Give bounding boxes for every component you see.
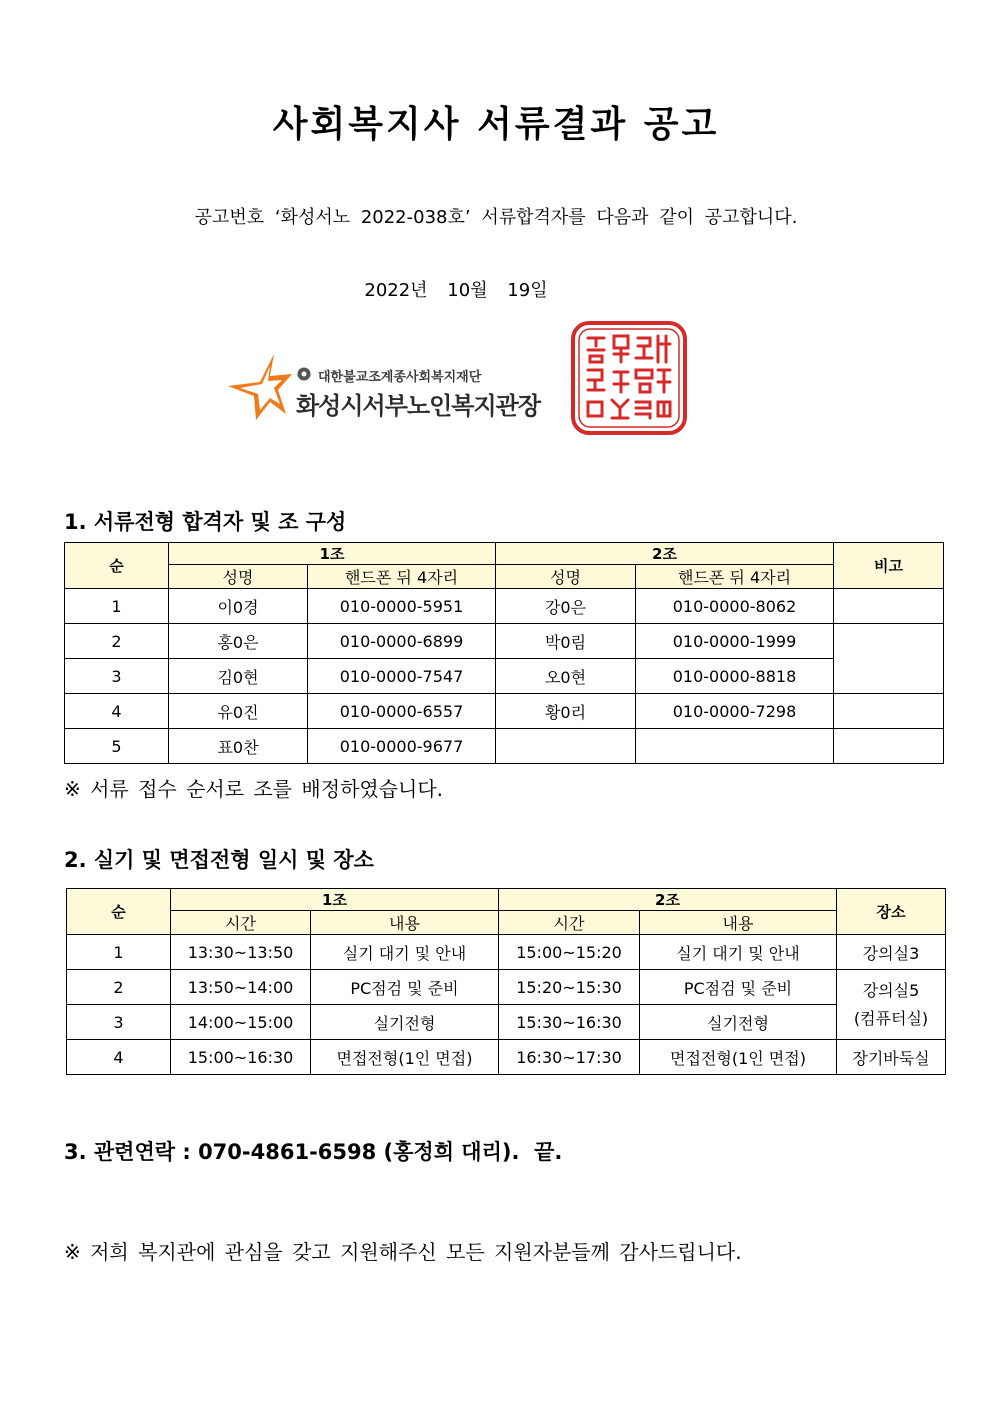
section3-contact: 3. 관련연락 : 070-4861-6598 (홍정희 대리). 끝. bbox=[64, 1140, 563, 1164]
group1-time: 15:00~16:30 bbox=[171, 1040, 311, 1075]
group2-name: 황0리 bbox=[496, 694, 636, 729]
table-row bbox=[67, 970, 946, 1005]
logo-org-name: 대한불교조계종사회복지재단 bbox=[318, 370, 482, 385]
group2-phone: 010-0000-8818 bbox=[636, 659, 834, 694]
place-cell: 장기바둑실 bbox=[837, 1040, 946, 1075]
col-time2-header: 시간 bbox=[499, 911, 640, 935]
row-num: 3 bbox=[65, 659, 169, 694]
table-row bbox=[65, 694, 944, 729]
group1-name: 이0경 bbox=[169, 589, 308, 624]
col-place-header: 장소 bbox=[837, 889, 946, 935]
remark-cell bbox=[834, 589, 944, 624]
group1-name: 유0진 bbox=[169, 694, 308, 729]
remark-cell bbox=[834, 729, 944, 764]
group1-content: PC점검 및 준비 bbox=[311, 970, 499, 1005]
col-phone1-header: 핸드폰 뒤 4자리 bbox=[308, 565, 496, 589]
col-name2-header: 성명 bbox=[496, 565, 636, 589]
group2-time: 15:00~15:20 bbox=[499, 935, 640, 970]
col-name1-header: 성명 bbox=[169, 565, 308, 589]
group1-time: 13:30~13:50 bbox=[171, 935, 311, 970]
group1-time: 13:50~14:00 bbox=[171, 970, 311, 1005]
remark-cell bbox=[834, 694, 944, 729]
group1-phone: 010-0000-6557 bbox=[308, 694, 496, 729]
section1-heading: 1. 서류전형 합격자 및 조 구성 bbox=[64, 510, 347, 534]
table-row bbox=[65, 624, 944, 659]
group1-content: 실기 대기 및 안내 bbox=[311, 935, 499, 970]
group2-name bbox=[496, 729, 636, 764]
row-num: 4 bbox=[67, 1040, 171, 1075]
group2-content: 면접전형(1인 면접) bbox=[640, 1040, 837, 1075]
applicant-group-table bbox=[64, 542, 944, 764]
place-cell bbox=[837, 970, 946, 1040]
row-num: 3 bbox=[67, 1005, 171, 1040]
col-num-header: 순 bbox=[67, 889, 171, 935]
col-num-header: 순 bbox=[65, 543, 169, 589]
group1-time: 14:00~15:00 bbox=[171, 1005, 311, 1040]
col-group1-header: 1조 bbox=[169, 543, 496, 565]
group1-content: 실기전형 bbox=[311, 1005, 499, 1040]
group1-phone: 010-0000-7547 bbox=[308, 659, 496, 694]
col-group2-header: 2조 bbox=[496, 543, 834, 565]
group2-time: 15:30~16:30 bbox=[499, 1005, 640, 1040]
group1-phone: 010-0000-5951 bbox=[308, 589, 496, 624]
group1-phone: 010-0000-9677 bbox=[308, 729, 496, 764]
table-row bbox=[65, 729, 944, 764]
group1-phone: 010-0000-6899 bbox=[308, 624, 496, 659]
logo-center-name: 화성시서부노인복지관장 bbox=[296, 392, 541, 420]
table-row bbox=[65, 659, 944, 694]
group1-name: 홍0은 bbox=[169, 624, 308, 659]
group2-phone: 010-0000-1999 bbox=[636, 624, 834, 659]
closing-thanks: ※ 저희 복지관에 관심을 갖고 지원해주신 모든 지원자분들께 감사드립니다. bbox=[64, 1240, 742, 1264]
table-row bbox=[67, 1040, 946, 1075]
group2-name: 오0현 bbox=[496, 659, 636, 694]
remark-cell bbox=[834, 624, 944, 694]
row-num: 1 bbox=[67, 935, 171, 970]
group1-name: 표0찬 bbox=[169, 729, 308, 764]
place-sub: (컴퓨터실) bbox=[853, 1008, 929, 1028]
group2-content: PC점검 및 준비 bbox=[640, 970, 837, 1005]
notice-text: 공고번호 ‘화성서노 2022-038호’ 서류합격자를 다음과 같이 공고합니다. bbox=[194, 207, 798, 228]
table-row bbox=[67, 1005, 946, 1040]
group2-content: 실기전형 bbox=[640, 1005, 837, 1040]
row-num: 2 bbox=[65, 624, 169, 659]
exam-schedule-table bbox=[66, 888, 946, 1075]
group-assignment-note: ※ 서류 접수 순서로 조를 배정하였습니다. bbox=[64, 777, 444, 801]
group2-phone: 010-0000-8062 bbox=[636, 589, 834, 624]
group2-name: 강0은 bbox=[496, 589, 636, 624]
col-remark-header: 비고 bbox=[834, 543, 944, 589]
group2-phone: 010-0000-7298 bbox=[636, 694, 834, 729]
place-name: 강의실5 bbox=[862, 980, 920, 1000]
col-phone2-header: 핸드폰 뒤 4자리 bbox=[636, 565, 834, 589]
page-title: 사회복지사 서류결과 공고 bbox=[272, 104, 720, 145]
row-num: 2 bbox=[67, 970, 171, 1005]
group2-name: 박0림 bbox=[496, 624, 636, 659]
place-cell: 강의실3 bbox=[837, 935, 946, 970]
table-row bbox=[67, 935, 946, 970]
col-time1-header: 시간 bbox=[171, 911, 311, 935]
table-row bbox=[65, 589, 944, 624]
col-content1-header: 내용 bbox=[311, 911, 499, 935]
group2-time: 16:30~17:30 bbox=[499, 1040, 640, 1075]
col-group1-header: 1조 bbox=[171, 889, 499, 911]
group2-phone bbox=[636, 729, 834, 764]
notice-date: 2022년 10월 19일 bbox=[364, 280, 548, 301]
col-group2-header: 2조 bbox=[499, 889, 837, 911]
group2-content: 실기 대기 및 안내 bbox=[640, 935, 837, 970]
section2-heading: 2. 실기 및 면접전형 일시 및 장소 bbox=[64, 848, 374, 872]
official-seal-stamp bbox=[570, 320, 688, 436]
row-num: 5 bbox=[65, 729, 169, 764]
group1-content: 면접전형(1인 면접) bbox=[311, 1040, 499, 1075]
col-content2-header: 내용 bbox=[640, 911, 837, 935]
group2-time: 15:20~15:30 bbox=[499, 970, 640, 1005]
row-num: 4 bbox=[65, 694, 169, 729]
group1-name: 김0현 bbox=[169, 659, 308, 694]
row-num: 1 bbox=[65, 589, 169, 624]
